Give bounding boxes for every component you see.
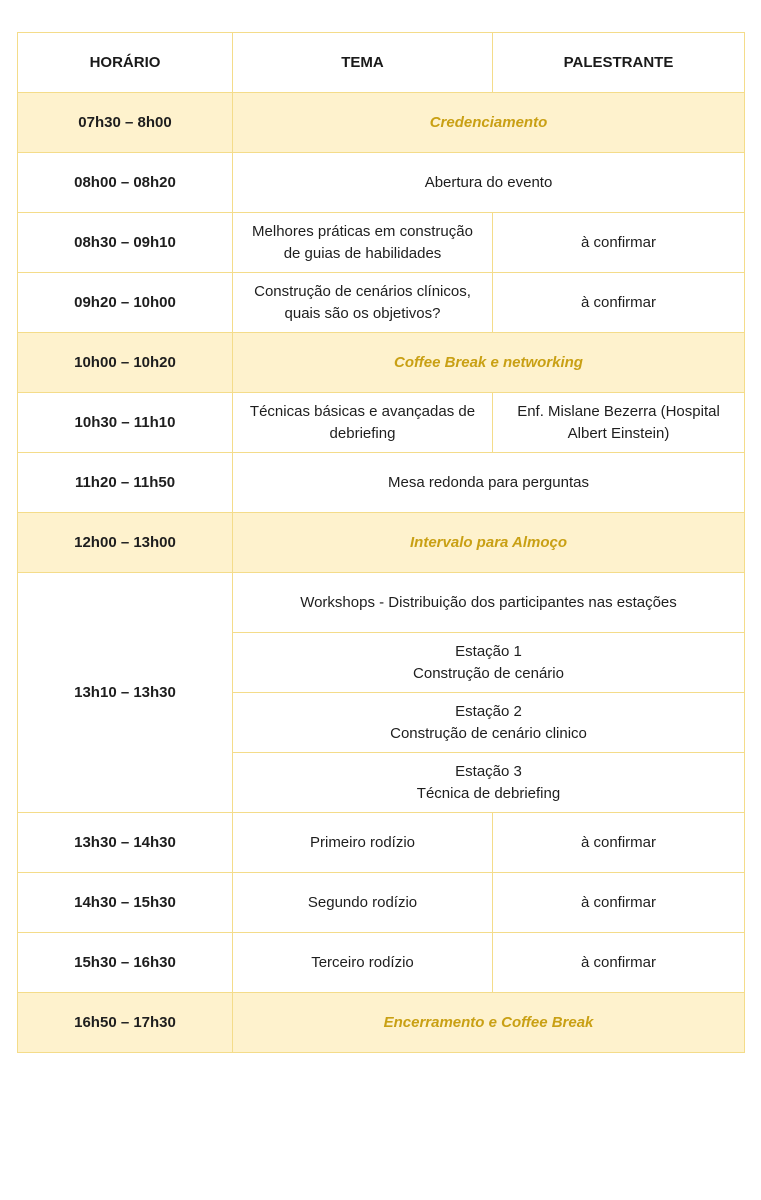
row-time: 10h00 – 10h20 [18,333,233,393]
table-row [18,813,745,873]
station-subtitle: Construção de cenário clinico [390,724,587,742]
table-row [18,93,745,153]
row-topic: Melhores práticas em construção de guias de habilidades [233,213,493,273]
table-row [18,333,745,393]
station-title: Estação 1 [455,642,522,660]
row-time: 08h00 – 08h20 [18,153,233,213]
row-topic: Técnicas básicas e avançadas de debriefing [233,393,493,453]
table-row [18,873,745,933]
table-row [18,273,745,333]
row-speaker: à confirmar [493,933,745,993]
row-topic: Intervalo para Almoço [233,513,745,573]
row-topic: Primeiro rodízio [233,813,493,873]
table-row [18,453,745,513]
header-topic: TEMA [233,33,493,93]
row-topic: Encerramento e Coffee Break [233,993,745,1053]
schedule-table [17,32,745,1053]
row-speaker: à confirmar [493,213,745,273]
station-1 [233,633,745,693]
row-time: 13h30 – 14h30 [18,813,233,873]
row-time: 16h50 – 17h30 [18,993,233,1053]
table-row [18,153,745,213]
header-row [18,33,745,93]
header-speaker: PALESTRANTE [493,33,745,93]
station-3 [233,753,745,813]
row-topic: Credenciamento [233,93,745,153]
row-topic: Construção de cenários clínicos, quais são os objetivos? [233,273,493,333]
station-subtitle: Técnica de debriefing [416,784,561,802]
row-speaker: à confirmar [493,873,745,933]
row-time: 07h30 – 8h00 [18,93,233,153]
row-time: 13h10 – 13h30 [18,573,233,813]
table-row [18,393,745,453]
workshop-row [18,573,745,633]
row-speaker: à confirmar [493,273,745,333]
station-title: Estação 3 [455,762,522,780]
row-topic: Abertura do evento [233,153,745,213]
row-time: 10h30 – 11h10 [18,393,233,453]
station-subtitle: Construção de cenário [413,664,564,682]
row-topic: Mesa redonda para perguntas [233,453,745,513]
station-2 [233,693,745,753]
row-speaker: à confirmar [493,813,745,873]
row-time: 09h20 – 10h00 [18,273,233,333]
header-time: HORÁRIO [18,33,233,93]
row-time: 08h30 – 09h10 [18,213,233,273]
row-time: 15h30 – 16h30 [18,933,233,993]
row-speaker: Enf. Mislane Bezerra (Hospital Albert Einstein) [493,393,745,453]
row-time: 12h00 – 13h00 [18,513,233,573]
row-time: 11h20 – 11h50 [18,453,233,513]
table-row [18,513,745,573]
row-topic: Coffee Break e networking [233,333,745,393]
row-topic: Terceiro rodízio [233,933,493,993]
table-row [18,213,745,273]
row-topic: Segundo rodízio [233,873,493,933]
table-row [18,933,745,993]
workshop-title: Workshops - Distribuição dos participantes nas estações [233,573,745,633]
table-row [18,993,745,1053]
station-title: Estação 2 [455,702,522,720]
row-time: 14h30 – 15h30 [18,873,233,933]
